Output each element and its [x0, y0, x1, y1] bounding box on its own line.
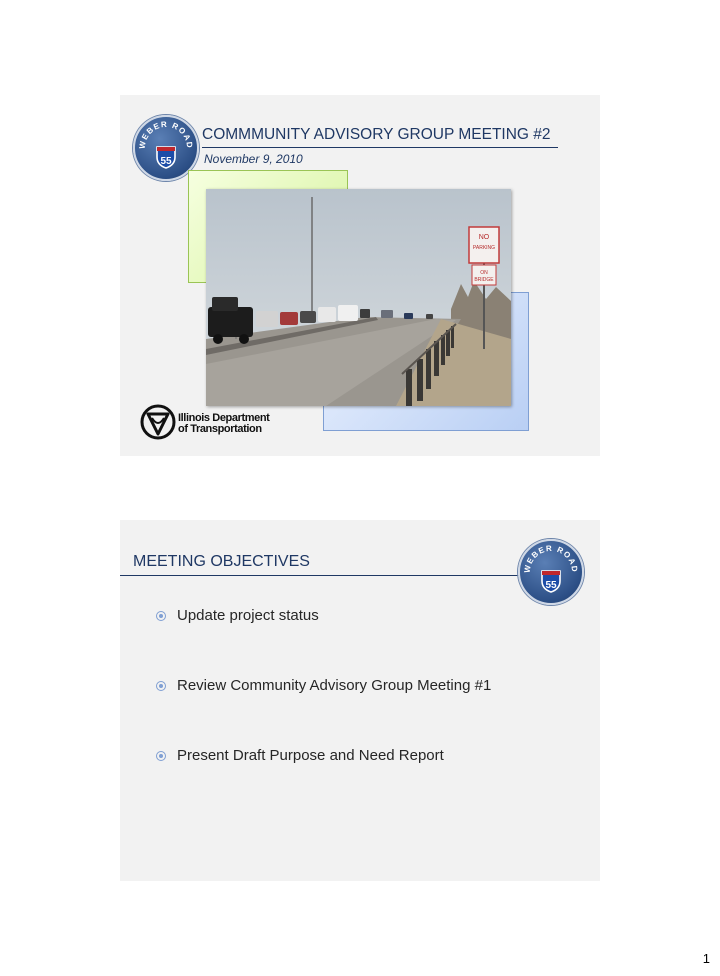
svg-text:WEBER ROAD: WEBER ROAD	[137, 119, 195, 150]
objectives-title: MEETING OBJECTIVES	[133, 553, 310, 570]
svg-text:PARKING: PARKING	[472, 245, 496, 251]
svg-text:ON: ON	[480, 270, 488, 276]
title-underline	[202, 147, 558, 148]
idot-logo	[140, 404, 300, 444]
bullet-text: Review Community Advisory Group Meeting #1	[177, 677, 492, 694]
list-item	[156, 746, 491, 816]
svg-text:NO: NO	[478, 234, 490, 241]
bullet-icon	[156, 751, 166, 761]
idot-name-line1: Illinois Department	[178, 412, 270, 424]
weber-road-badge	[518, 539, 584, 605]
bullet-text: Update project status	[177, 607, 319, 624]
list-item	[156, 606, 491, 676]
list-item	[156, 676, 491, 746]
page-number: 1	[702, 951, 710, 966]
svg-text:BRIDGE: BRIDGE	[474, 277, 494, 283]
svg-text:WEBER ROAD: WEBER ROAD	[522, 543, 580, 574]
bullet-icon	[156, 611, 166, 621]
slide-1	[120, 95, 600, 456]
meeting-date: November 9, 2010	[204, 152, 303, 166]
bridge-traffic-photo	[206, 189, 511, 406]
badge-shield-icon	[520, 541, 582, 603]
objectives-list	[156, 606, 491, 816]
svg-text:55: 55	[160, 156, 172, 167]
objectives-underline	[120, 575, 520, 576]
bullet-text: Present Draft Purpose and Need Report	[177, 747, 444, 764]
slide-2	[120, 520, 600, 881]
meeting-title: COMMMUNITY ADVISORY GROUP MEETING #2	[202, 126, 551, 143]
idot-emblem-icon	[140, 404, 176, 440]
svg-text:55: 55	[545, 580, 557, 591]
bullet-icon	[156, 681, 166, 691]
idot-name-line2: of Transportation	[178, 423, 262, 435]
